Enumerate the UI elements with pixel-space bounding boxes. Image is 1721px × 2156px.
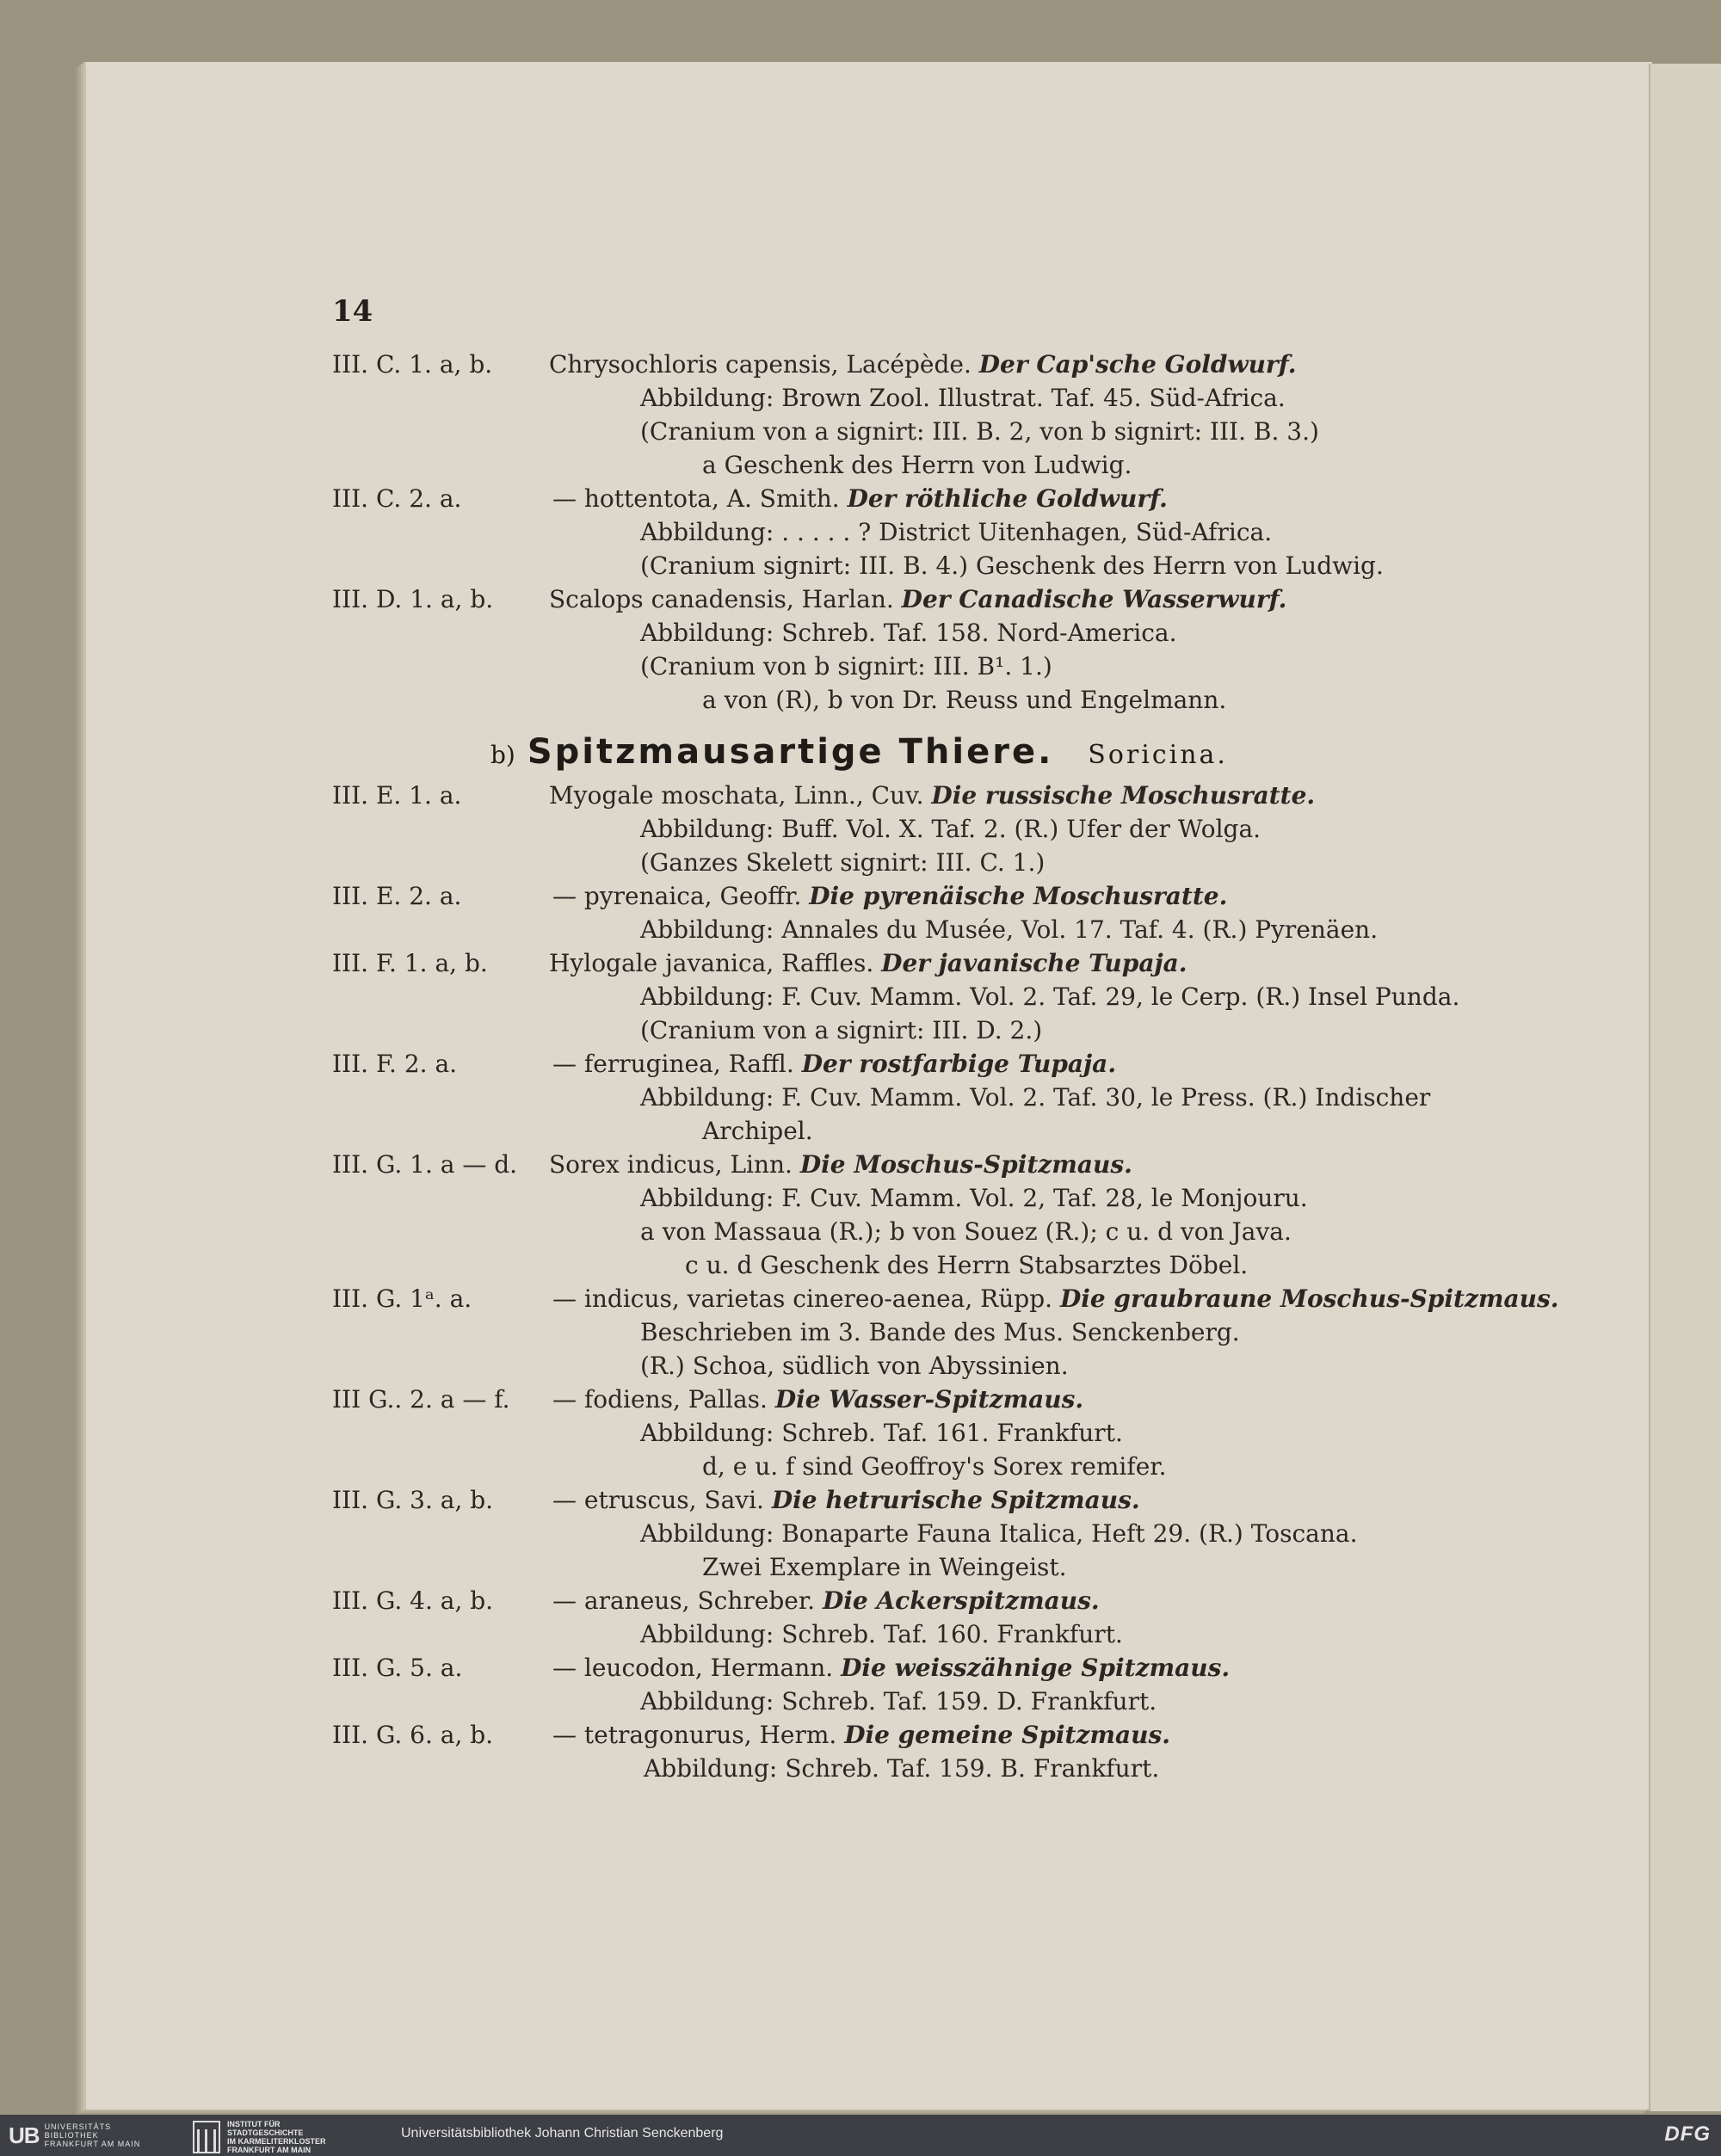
catalog-entry [332, 582, 1477, 616]
specimen-code: III. E. 1. a. [332, 781, 462, 810]
entry-detail: (Cranium von b signirt: III. B¹. 1.) [640, 652, 1052, 681]
inst-line: IM KARMELITERKLOSTER [227, 2137, 326, 2146]
species-name: — hottentota, A. Smith. [552, 484, 840, 513]
ub-line: FRANKFURT AM MAIN [44, 2140, 141, 2148]
entry-detail: (Cranium von a signirt: III. D. 2.) [640, 1016, 1043, 1044]
section-marker: b) [490, 741, 515, 769]
catalog-entry [332, 1282, 1559, 1315]
species-name: — fodiens, Pallas. [552, 1385, 768, 1414]
species-name: — ferruginea, Raffl. [552, 1050, 794, 1078]
entry-detail: a von (R), b von Dr. Reuss und Engelmann. [702, 686, 1227, 714]
catalog-entry [332, 1584, 1477, 1617]
entry-detail: c u. d Geschenk des Herrn Stabsarztes Döbel. [685, 1251, 1249, 1279]
german-name: Der rostfarbige Tupaja. [801, 1050, 1117, 1078]
entry-detail: Abbildung: Bonaparte Fauna Italica, Heft 29. (R.) Toscana. [640, 1519, 1358, 1548]
specimen-code: III. G. 3. a, b. [332, 1486, 494, 1514]
species-name: Chrysochloris capensis, Lacépède. [549, 350, 972, 379]
specimen-code: III. G. 4. a, b. [332, 1586, 494, 1615]
catalog-entry [332, 779, 1477, 812]
specimen-code: III G.. 2. a — f. [332, 1385, 510, 1414]
entry-detail: Abbildung: Brown Zool. Illustrat. Taf. 45. Süd-Africa. [640, 384, 1286, 412]
entry-detail: a von Massaua (R.); b von Souez (R.); c u. d von Java. [640, 1217, 1292, 1246]
entry-detail: Abbildung: Schreb. Taf. 160. Frankfurt. [640, 1620, 1123, 1648]
entry-detail: (Ganzes Skelett signirt: III. C. 1.) [640, 848, 1046, 877]
inst-line: FRANKFURT AM MAIN [227, 2146, 312, 2154]
german-name: Der Canadische Wasserwurf. [901, 585, 1287, 613]
specimen-code: III. C. 1. a, b. [332, 350, 493, 379]
entry-detail: a Geschenk des Herrn von Ludwig. [702, 451, 1132, 479]
inst-line: STADTGESCHICHTE [227, 2128, 304, 2137]
catalog-entry [332, 348, 1477, 381]
species-name: — araneus, Schreber. [552, 1586, 816, 1615]
german-name: Die Moschus-Spitzmaus. [799, 1150, 1132, 1179]
species-name: — tetragonurus, Herm. [552, 1721, 837, 1749]
specimen-code: III. E. 2. a. [332, 882, 462, 910]
entry-detail: Archipel. [702, 1117, 813, 1145]
species-name: Sorex indicus, Linn. [549, 1150, 793, 1179]
specimen-code: III. D. 1. a, b. [332, 585, 494, 613]
entry-detail: Abbildung: Schreb. Taf. 158. Nord-America. [640, 619, 1177, 647]
entry-detail: Abbildung: . . . . . ? District Uitenhagen, Süd-Africa. [640, 518, 1273, 546]
entry-detail: Zwei Exemplare in Weingeist. [702, 1553, 1067, 1581]
entry-detail: Abbildung: Schreb. Taf. 159. D. Frankfurt. [640, 1687, 1157, 1716]
entry-detail: Abbildung: Buff. Vol. X. Taf. 2. (R.) Ufer der Wolga. [640, 815, 1261, 843]
specimen-code: III. F. 2. a. [332, 1050, 458, 1078]
catalog-entry [332, 1383, 1477, 1416]
species-name: Scalops canadensis, Harlan. [549, 585, 894, 613]
entry-detail: Abbildung: F. Cuv. Mamm. Vol. 2, Taf. 28, le Monjouru. [640, 1184, 1308, 1212]
next-page-edge [1649, 64, 1721, 2111]
german-name: Der Cap'sche Goldwurf. [978, 350, 1297, 379]
german-name: Die hetrurische Spitzmaus. [771, 1486, 1140, 1514]
catalog-entry [332, 879, 1477, 913]
specimen-code: III. C. 2. a. [332, 484, 462, 513]
footer-bar [0, 2115, 1721, 2156]
ub-line: BIBLIOTHEK [44, 2131, 99, 2140]
dfg-logo[interactable]: DFG [1664, 2122, 1711, 2146]
entry-detail: d, e u. f sind Geoffroy's Sorex remifer. [702, 1452, 1167, 1481]
german-name: Der javanische Tupaja. [881, 949, 1187, 977]
entry-detail: Abbildung: Schreb. Taf. 161. Frankfurt. [640, 1419, 1123, 1447]
german-name: Die pyrenäische Moschusratte. [809, 882, 1228, 910]
specimen-code: III. G. 1ᵃ. a. [332, 1284, 472, 1313]
catalog-entry [332, 1651, 1477, 1685]
species-name: — etruscus, Savi. [552, 1486, 764, 1514]
specimen-code: III. F. 1. a, b. [332, 949, 488, 977]
institut-logo[interactable] [193, 2120, 326, 2154]
species-name: — leucodon, Hermann. [552, 1654, 834, 1682]
ub-logo-mark: UB [9, 2122, 40, 2148]
catalog-entry [332, 946, 1477, 980]
catalog-entry [332, 1483, 1477, 1517]
entry-detail: Abbildung: Annales du Musée, Vol. 17. Taf. 4. (R.) Pyrenäen. [640, 915, 1379, 944]
species-name: — pyrenaica, Geoffr. [552, 882, 802, 910]
german-name: Die Ackerspitzmaus. [822, 1586, 1100, 1615]
inst-line: INSTITUT FÜR [227, 2120, 281, 2128]
catalog-entry [332, 1047, 1477, 1081]
german-name: Die graubraune Moschus-Spitzmaus. [1059, 1284, 1559, 1313]
specimen-code: III. G. 5. a. [332, 1654, 463, 1682]
entry-detail: (Cranium von a signirt: III. B. 2, von b signirt: III. B. 3.) [640, 417, 1319, 446]
page-number: 14 [332, 294, 373, 329]
catalog-entry [332, 482, 1477, 515]
section-heading [490, 730, 1228, 774]
species-name: Myogale moschata, Linn., Cuv. [549, 781, 924, 810]
species-name: Hylogale javanica, Raffles. [549, 949, 874, 977]
section-title: Spitzmausartige Thiere. [527, 732, 1054, 772]
entry-detail: (R.) Schoa, südlich von Abyssinien. [640, 1352, 1069, 1380]
entry-detail: Abbildung: F. Cuv. Mamm. Vol. 2. Taf. 30, le Press. (R.) Indischer [640, 1083, 1431, 1112]
ub-logo[interactable] [9, 2120, 140, 2151]
german-name: Der röthliche Goldwurf. [847, 484, 1168, 513]
entry-detail: Beschrieben im 3. Bande des Mus. Senckenberg. [640, 1318, 1240, 1346]
entry-detail: (Cranium signirt: III. B. 4.) Geschenk des Herrn von Ludwig. [640, 551, 1384, 580]
columns-icon [193, 2121, 220, 2153]
specimen-code: III. G. 1. a — d. [332, 1150, 518, 1179]
german-name: Die weisszähnige Spitzmaus. [841, 1654, 1231, 1682]
specimen-code: III. G. 6. a, b. [332, 1721, 494, 1749]
entry-detail: Abbildung: F. Cuv. Mamm. Vol. 2. Taf. 29, le Cerp. (R.) Insel Punda. [640, 983, 1460, 1011]
species-name: — indicus, varietas cinereo-aenea, Rüpp. [552, 1284, 1053, 1313]
catalog-entry [332, 1148, 1477, 1181]
library-name: Universitätsbibliothek Johann Christian Senckenberg [401, 2126, 724, 2141]
german-name: Die gemeine Spitzmaus. [844, 1721, 1170, 1749]
ub-line: UNIVERSITÄTS [44, 2122, 112, 2131]
german-name: Die russische Moschusratte. [931, 781, 1316, 810]
section-latin: Soricina. [1088, 740, 1228, 770]
german-name: Die Wasser-Spitzmaus. [774, 1385, 1084, 1414]
entry-detail: Abbildung: Schreb. Taf. 159. B. Frankfurt. [644, 1754, 1160, 1783]
catalog-entry [332, 1718, 1477, 1752]
